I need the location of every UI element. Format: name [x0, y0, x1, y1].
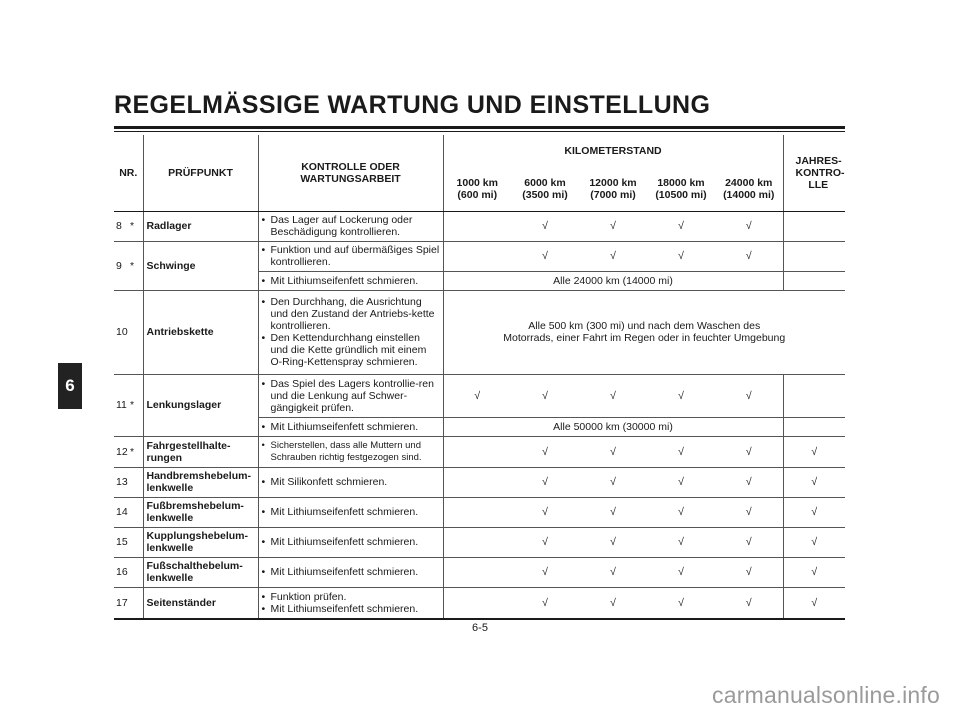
annual-check — [783, 241, 845, 271]
item-name: Fahrgestellhalte-rungen — [143, 436, 258, 467]
interval-check: √ — [579, 557, 647, 587]
annual-check: √ — [783, 587, 845, 619]
row-number: 12 — [114, 436, 130, 467]
action-bullet: • Mit Lithiumseifenfett schmieren. — [262, 603, 440, 615]
interval-check: √ — [443, 374, 511, 417]
action-bullet: • Mit Lithiumseifenfett schmieren. — [262, 536, 440, 548]
table-row — [114, 211, 845, 241]
table-row — [114, 436, 845, 467]
row-number: 8 — [114, 211, 130, 241]
interval-check: √ — [647, 587, 715, 619]
action-bullet: • Den Durchhang, die Ausrichtung und den Zustand der Antriebs-kette kontrollieren. — [262, 296, 440, 332]
interval-check: √ — [579, 374, 647, 417]
interval-check: √ — [647, 241, 715, 271]
interval-check: √ — [715, 436, 783, 467]
interval-check — [443, 467, 511, 497]
interval-check — [443, 587, 511, 619]
interval-km: 24000 km — [725, 176, 773, 189]
row-number: 17 — [114, 587, 130, 619]
action-bullet: • Mit Lithiumseifenfett schmieren. — [262, 566, 440, 578]
interval-check: √ — [715, 557, 783, 587]
interval-check: √ — [715, 497, 783, 527]
interval-span-text — [443, 290, 845, 374]
item-name: Antriebskette — [143, 290, 258, 374]
interval-check: √ — [579, 436, 647, 467]
header-check: KONTROLLE ODER WARTUNGSARBEIT — [258, 135, 443, 211]
item-name: Fußbremshebelum-lenkwelle — [143, 497, 258, 527]
action-bullet: • Mit Silikonfett schmieren. — [262, 476, 440, 488]
interval-check: √ — [511, 557, 579, 587]
title-rule-thin — [114, 131, 845, 132]
action-bullet: • Den Kettendurchhang einstellen und die Kette gründlich mit einem O-Ring-Kettenspray schmieren. — [262, 332, 440, 368]
interval-check: √ — [579, 211, 647, 241]
table-row — [114, 497, 845, 527]
chapter-tab: 6 — [58, 363, 82, 409]
row-number: 14 — [114, 497, 130, 527]
interval-check: √ — [579, 467, 647, 497]
interval-span-text: Alle 24000 km (14000 mi) — [443, 271, 783, 290]
check-action — [258, 436, 443, 467]
annual-check — [783, 374, 845, 417]
header-odometer: KILOMETERSTAND — [443, 135, 783, 167]
interval-check: √ — [715, 241, 783, 271]
interval-mi: (7000 mi) — [590, 188, 636, 201]
annual-check: √ — [783, 436, 845, 467]
interval-check: √ — [511, 527, 579, 557]
interval-check — [443, 241, 511, 271]
header-interval-3 — [579, 167, 647, 211]
header-item: PRÜFPUNKT — [143, 135, 258, 211]
interval-check: √ — [715, 467, 783, 497]
annual-check: √ — [783, 497, 845, 527]
table-row — [114, 290, 845, 374]
interval-check: √ — [715, 374, 783, 417]
row-number: 16 — [114, 557, 130, 587]
header-interval-5 — [715, 167, 783, 211]
header-interval-1 — [443, 167, 511, 211]
action-bullet: • Das Lager auf Lockerung oder Beschädigung kontrollieren. — [262, 214, 440, 238]
action-bullet: • Das Spiel des Lagers kontrollie-ren und die Lenkung auf Schwer-gängigkeit prüfen. — [262, 378, 440, 414]
check-action — [258, 417, 443, 436]
interval-check — [443, 497, 511, 527]
check-action — [258, 290, 443, 374]
dealer-marker — [130, 587, 143, 619]
row-number: 11 — [114, 374, 130, 436]
annual-check — [783, 417, 845, 436]
dealer-marker: * — [130, 436, 143, 467]
table-row — [114, 467, 845, 497]
annual-check — [783, 211, 845, 241]
page-number: 6-5 — [472, 622, 488, 634]
interval-check: √ — [579, 527, 647, 557]
item-name: Radlager — [143, 211, 258, 241]
dealer-marker: * — [130, 241, 143, 290]
interval-check: √ — [715, 527, 783, 557]
interval-check: √ — [579, 497, 647, 527]
page-title: REGELMÄSSIGE WARTUNG UND EINSTELLUNG — [114, 91, 711, 119]
annual-check: √ — [783, 557, 845, 587]
check-action — [258, 467, 443, 497]
interval-km: 18000 km — [657, 176, 705, 189]
row-number: 10 — [114, 290, 130, 374]
action-bullet: • Mit Lithiumseifenfett schmieren. — [262, 506, 440, 518]
interval-mi: (3500 mi) — [522, 188, 568, 201]
annual-check: √ — [783, 527, 845, 557]
row-number: 13 — [114, 467, 130, 497]
interval-check: √ — [647, 374, 715, 417]
dealer-marker — [130, 497, 143, 527]
interval-check: √ — [511, 497, 579, 527]
interval-check: √ — [579, 241, 647, 271]
annual-check — [783, 271, 845, 290]
interval-mi: (10500 mi) — [655, 188, 707, 201]
watermark: carmanualsonline.info — [712, 682, 940, 708]
interval-check: √ — [647, 527, 715, 557]
check-action — [258, 587, 443, 619]
dealer-marker: * — [130, 211, 143, 241]
dealer-marker — [130, 290, 143, 374]
check-action — [258, 374, 443, 417]
interval-check — [443, 436, 511, 467]
action-bullet: • Funktion und auf übermäßiges Spiel kontrollieren. — [262, 244, 440, 268]
action-bullet: • Mit Lithiumseifenfett schmieren. — [262, 275, 440, 287]
interval-check: √ — [511, 374, 579, 417]
table-row — [114, 557, 845, 587]
interval-check: √ — [647, 497, 715, 527]
interval-mi: (14000 mi) — [723, 188, 775, 201]
check-action — [258, 527, 443, 557]
table-row — [114, 241, 845, 271]
interval-km: 1000 km — [456, 176, 498, 189]
item-name: Lenkungslager — [143, 374, 258, 436]
row-number: 9 — [114, 241, 130, 290]
span-line: Motorrads, einer Fahrt im Regen oder in feuchter Umgebung — [503, 332, 786, 344]
dealer-marker: * — [130, 374, 143, 436]
dealer-marker — [130, 527, 143, 557]
interval-mi: (600 mi) — [457, 188, 498, 201]
dealer-marker — [130, 467, 143, 497]
item-name: Seitenständer — [143, 587, 258, 619]
check-action — [258, 557, 443, 587]
span-line: Alle 500 km (300 mi) und nach dem Waschen des — [528, 320, 761, 332]
item-name: Kupplungshebelum-lenkwelle — [143, 527, 258, 557]
action-bullet: • Funktion prüfen. — [262, 591, 440, 603]
maintenance-table — [114, 135, 845, 620]
interval-span-text: Alle 50000 km (30000 mi) — [443, 417, 783, 436]
interval-km: 12000 km — [589, 176, 637, 189]
title-rule-thick — [114, 126, 845, 129]
table-row — [114, 587, 845, 619]
row-number: 15 — [114, 527, 130, 557]
item-name: Fußschalthebelum-lenkwelle — [143, 557, 258, 587]
interval-check: √ — [511, 436, 579, 467]
check-action — [258, 497, 443, 527]
check-action — [258, 271, 443, 290]
interval-check: √ — [715, 587, 783, 619]
interval-check: √ — [647, 211, 715, 241]
interval-check — [443, 527, 511, 557]
action-bullet: • Mit Lithiumseifenfett schmieren. — [262, 421, 440, 433]
dealer-marker — [130, 557, 143, 587]
interval-check: √ — [511, 467, 579, 497]
interval-check: √ — [647, 467, 715, 497]
interval-check: √ — [511, 241, 579, 271]
table-row — [114, 527, 845, 557]
interval-check: √ — [715, 211, 783, 241]
action-bullet: • Sicherstellen, dass alle Muttern und Schrauben richtig festgezogen sind. — [262, 440, 440, 464]
interval-check: √ — [511, 211, 579, 241]
interval-check: √ — [647, 436, 715, 467]
interval-check — [443, 557, 511, 587]
item-name: Handbremshebelum-lenkwelle — [143, 467, 258, 497]
item-name: Schwinge — [143, 241, 258, 290]
annual-check: √ — [783, 467, 845, 497]
interval-km: 6000 km — [524, 176, 566, 189]
header-annual: JAHRES-KONTRO-LLE — [783, 135, 845, 211]
header-interval-4 — [647, 167, 715, 211]
header-nr: NR. — [114, 135, 143, 211]
interval-check: √ — [647, 557, 715, 587]
interval-check — [443, 211, 511, 241]
header-interval-2 — [511, 167, 579, 211]
interval-check: √ — [579, 587, 647, 619]
check-action — [258, 211, 443, 241]
table-row — [114, 374, 845, 417]
check-action — [258, 241, 443, 271]
interval-check: √ — [511, 587, 579, 619]
